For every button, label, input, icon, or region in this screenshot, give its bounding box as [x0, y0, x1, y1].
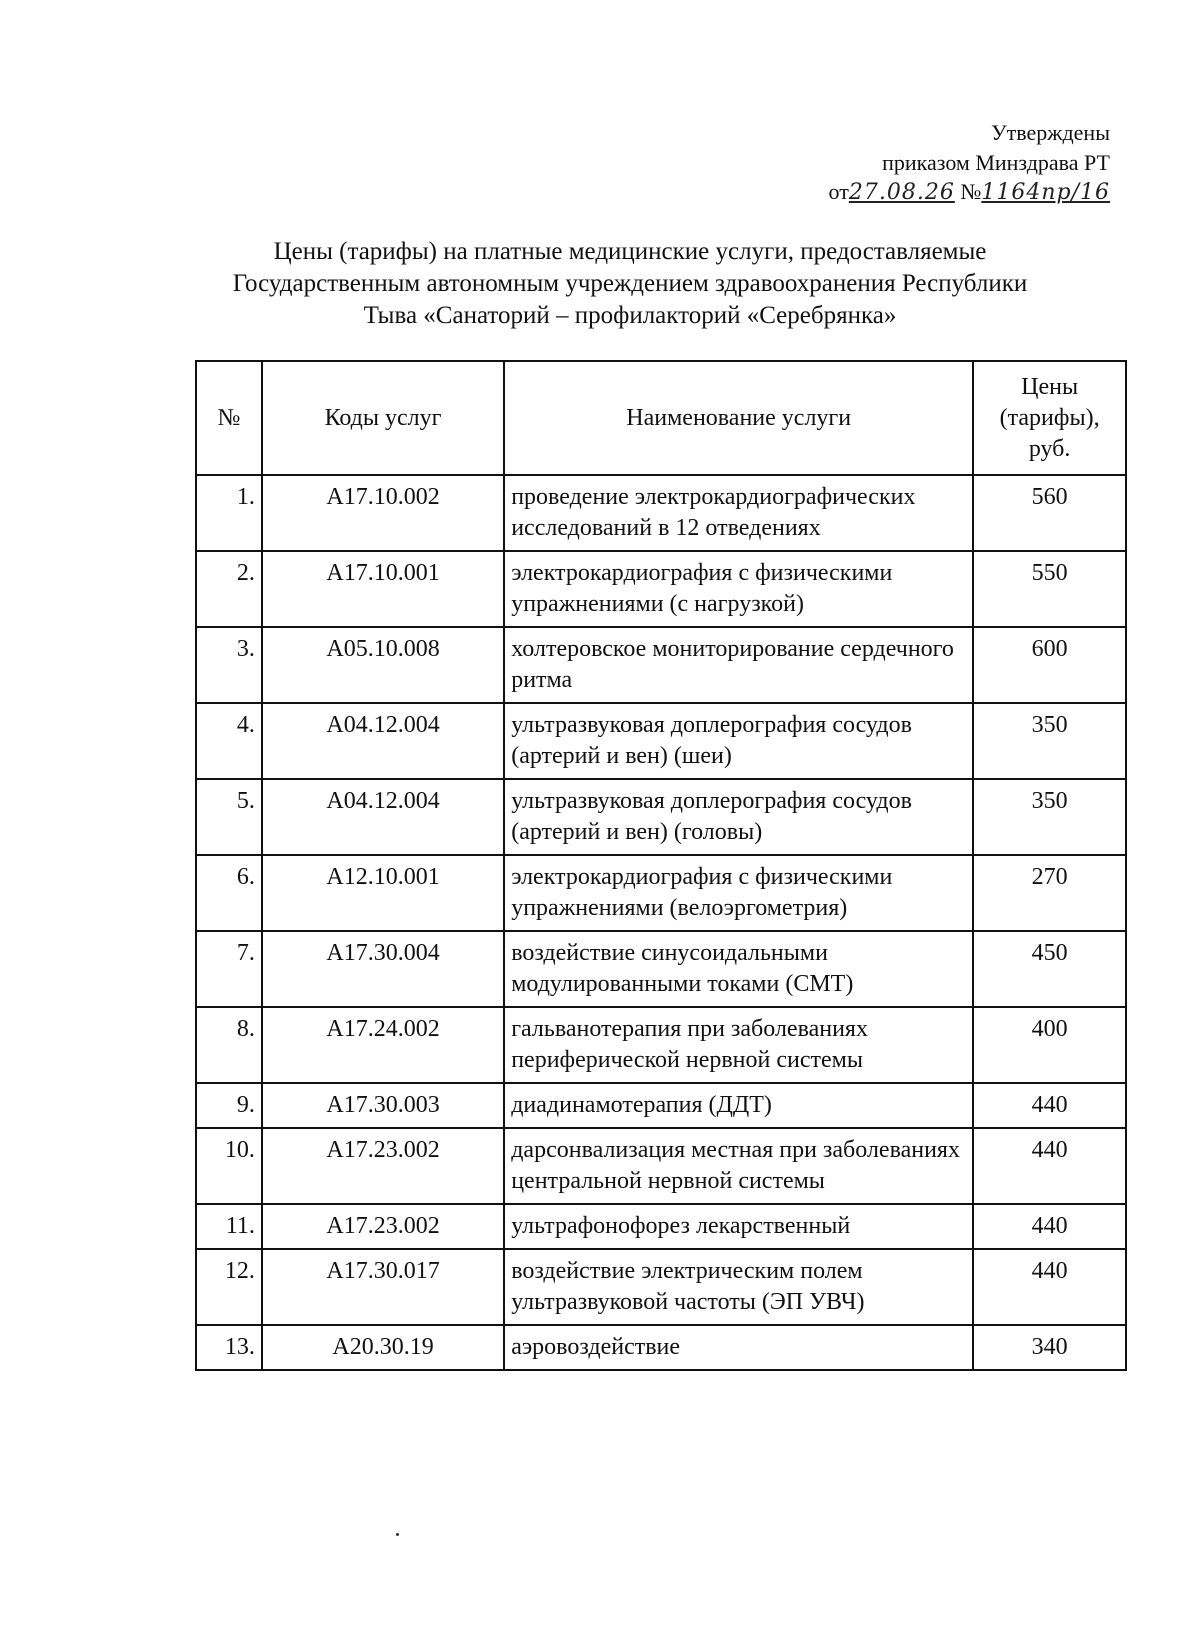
row-name: электрокардиография с физическими упражнениями (с нагрузкой): [504, 551, 973, 627]
row-code: A17.23.002: [262, 1128, 504, 1204]
number-prefix: №: [960, 179, 982, 204]
header-num: №: [196, 361, 262, 475]
row-code: A04.12.004: [262, 703, 504, 779]
table-row: [196, 855, 1126, 931]
row-num: 10.: [196, 1128, 262, 1204]
row-name: воздействие электрическим полем ультразвуковой частоты (ЭП УВЧ): [504, 1249, 973, 1325]
title-line-3: Тыва «Санаторий – профилакторий «Серебрянка»: [363, 302, 897, 329]
document-title: [150, 236, 1110, 332]
header-code: Коды услуг: [262, 361, 504, 475]
row-code: A17.30.004: [262, 931, 504, 1007]
row-num: 8.: [196, 1007, 262, 1083]
row-num: 12.: [196, 1249, 262, 1325]
table-row: [196, 475, 1126, 551]
price-table: [195, 360, 1127, 1371]
row-code: A04.12.004: [262, 779, 504, 855]
table-header-row: [196, 361, 1126, 475]
row-price: 440: [973, 1249, 1126, 1325]
row-name: аэровоздействие: [504, 1325, 973, 1370]
row-code: A05.10.008: [262, 627, 504, 703]
row-code: A17.10.002: [262, 475, 504, 551]
row-num: 7.: [196, 931, 262, 1007]
row-price: 550: [973, 551, 1126, 627]
row-num: 2.: [196, 551, 262, 627]
row-name: холтеровское мониторирование сердечного ритма: [504, 627, 973, 703]
row-num: 6.: [196, 855, 262, 931]
row-num: 5.: [196, 779, 262, 855]
row-price: 440: [973, 1204, 1126, 1249]
header-name: Наименование услуги: [504, 361, 973, 475]
row-code: A20.30.19: [262, 1325, 504, 1370]
table-row: [196, 1128, 1126, 1204]
row-code: A17.30.017: [262, 1249, 504, 1325]
table-row: [196, 1083, 1126, 1128]
date-prefix: от: [828, 179, 849, 204]
row-price: 440: [973, 1083, 1126, 1128]
header-price: Цены (тарифы), руб.: [973, 361, 1126, 475]
row-price: 340: [973, 1325, 1126, 1370]
row-num: 1.: [196, 475, 262, 551]
row-name: дарсонвализация местная при заболеваниях центральной нервной системы: [504, 1128, 973, 1204]
table-row: [196, 779, 1126, 855]
row-num: 3.: [196, 627, 262, 703]
row-name: гальванотерапия при заболеваниях периферической нервной системы: [504, 1007, 973, 1083]
row-name: ультразвуковая доплерография сосудов (артерий и вен) (головы): [504, 779, 973, 855]
approval-stamp: [820, 118, 1110, 208]
row-code: A17.23.002: [262, 1204, 504, 1249]
row-name: диадинамотерапия (ДДТ): [504, 1083, 973, 1128]
row-code: A12.10.001: [262, 855, 504, 931]
table-row: [196, 1325, 1126, 1370]
scan-dot: [396, 1533, 399, 1536]
title-line-1: Цены (тарифы) на платные медицинские услуги, предоставляемые: [273, 238, 987, 265]
table-row: [196, 1204, 1126, 1249]
row-price: 560: [973, 475, 1126, 551]
table-row: [196, 931, 1126, 1007]
row-num: 13.: [196, 1325, 262, 1370]
row-code: A17.24.002: [262, 1007, 504, 1083]
handwritten-date: 27.08.26: [848, 180, 955, 205]
table-row: [196, 703, 1126, 779]
table-row: [196, 551, 1126, 627]
row-num: 4.: [196, 703, 262, 779]
row-price: 440: [973, 1128, 1126, 1204]
row-price: 270: [973, 855, 1126, 931]
row-name: ультрафонофорез лекарственный: [504, 1204, 973, 1249]
approval-date-line: [820, 177, 1110, 208]
approval-line-1: Утверждены: [991, 120, 1110, 145]
row-price: 350: [973, 703, 1126, 779]
approval-line-2: приказом Минздрава РТ: [882, 150, 1110, 175]
row-code: A17.10.001: [262, 551, 504, 627]
row-price: 450: [973, 931, 1126, 1007]
handwritten-number: 1164пр/16: [981, 180, 1110, 205]
row-code: A17.30.003: [262, 1083, 504, 1128]
table-row: [196, 627, 1126, 703]
row-name: проведение электрокардиографических исследований в 12 отведениях: [504, 475, 973, 551]
row-num: 11.: [196, 1204, 262, 1249]
row-price: 600: [973, 627, 1126, 703]
title-line-2: Государственным автономным учреждением здравоохранения Республики: [232, 270, 1028, 297]
row-price: 350: [973, 779, 1126, 855]
table-row: [196, 1249, 1126, 1325]
row-name: электрокардиография с физическими упражнениями (велоэргометрия): [504, 855, 973, 931]
row-name: ультразвуковая доплерография сосудов (артерий и вен) (шеи): [504, 703, 973, 779]
row-name: воздействие синусоидальными модулированными токами (СМТ): [504, 931, 973, 1007]
row-price: 400: [973, 1007, 1126, 1083]
table-row: [196, 1007, 1126, 1083]
table-body: [196, 475, 1126, 1370]
row-num: 9.: [196, 1083, 262, 1128]
